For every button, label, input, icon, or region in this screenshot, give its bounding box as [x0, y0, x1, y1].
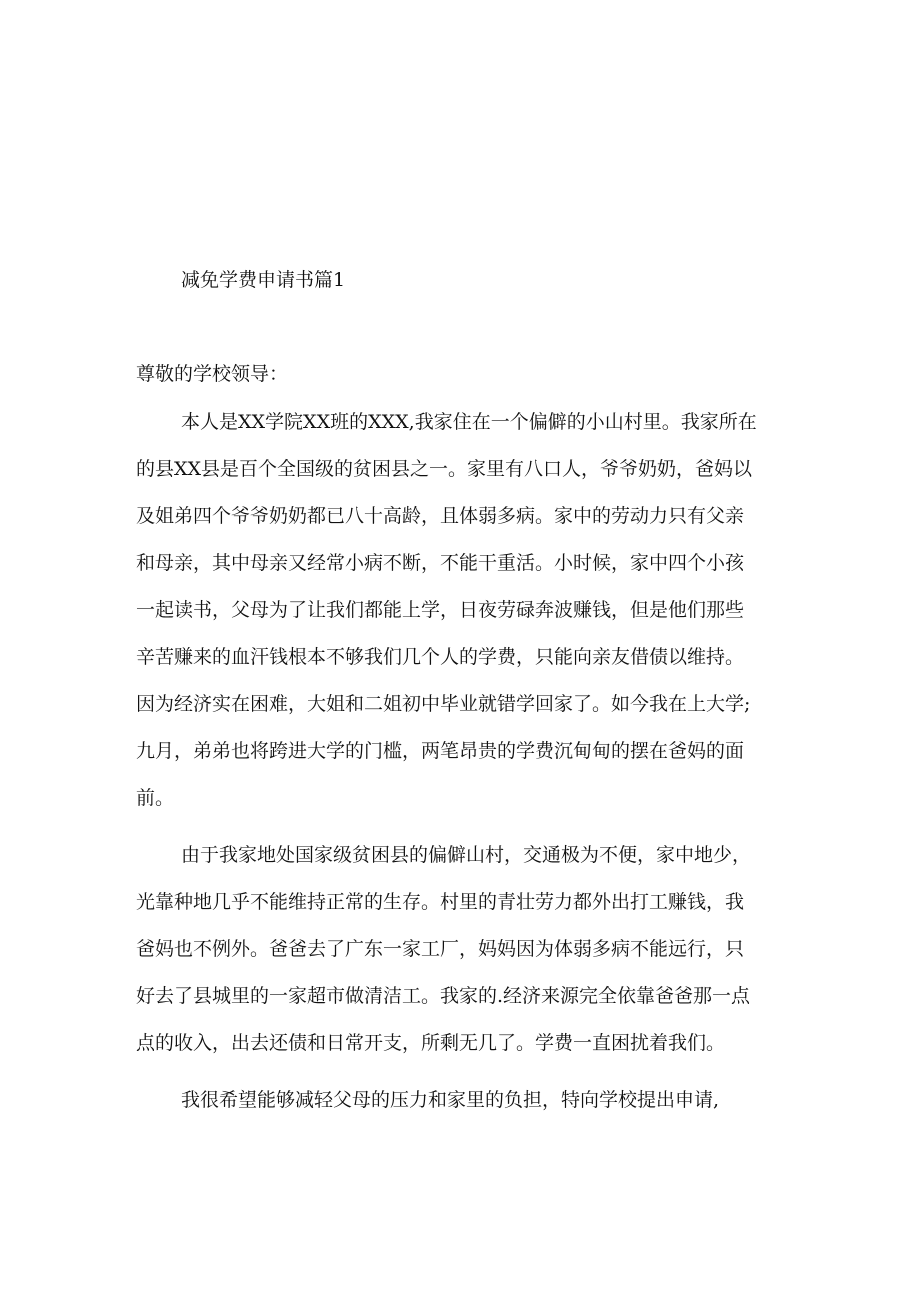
paragraph-line: 的县XX县是百个全国级的贫困县之一。家里有八口人，爷爷奶奶，爸妈以 [136, 458, 753, 480]
paragraph-1 [136, 399, 788, 822]
paragraph-3 [136, 1077, 788, 1124]
paragraph-line: 九月，弟弟也将跨进大学的门槛，两笔昂贵的学费沉甸甸的摆在爸妈的面 [136, 740, 745, 762]
paragraph-line: 光靠种地几乎不能维持正常的生存。村里的青壮劳力都外出打工赚钱，我 [136, 891, 745, 913]
paragraph-line: 因为经济实在困难，大姐和二姐初中毕业就错学回家了。如今我在上大学; [136, 693, 751, 715]
paragraph-line: 及姐弟四个爷爷奶奶都已八十高龄，且体弱多病。家中的劳动力只有父亲 [136, 505, 745, 527]
document-title: 减免学费申请书篇1 [181, 269, 346, 291]
paragraph-line: 和母亲，其中母亲又经常小病不断，不能干重活。小时候，家中四个小孩 [136, 552, 745, 574]
paragraph-line: 辛苦赚来的血汗钱根本不够我们几个人的学费，只能向亲友借债以维持。 [136, 646, 745, 668]
paragraph-line: 好去了县城里的一家超市做清洁工。我家的.经济来源完全依靠爸爸那一点 [136, 985, 751, 1007]
paragraph-line: 由于我家地处国家级贫困县的偏僻山村，交通极为不便，家中地少， [181, 844, 752, 866]
paragraph-line: 点的收入，出去还债和日常开支，所剩无几了。学费一直困扰着我们。 [136, 1032, 726, 1054]
paragraph-line: 爸妈也不例外。爸爸去了广东一家工厂，妈妈因为体弱多病不能远行，只 [136, 938, 745, 960]
paragraph-2 [136, 832, 788, 1067]
paragraph-line: 前。 [136, 787, 175, 809]
salutation: 尊敬的学校领导： [136, 363, 289, 385]
paragraph-line: 我很希望能够减轻父母的压力和家里的负担，特向学校提出申请, [181, 1089, 720, 1111]
paragraph-line: 一起读书，父母为了让我们都能上学，日夜劳碌奔波赚钱，但是他们那些 [136, 599, 745, 621]
paragraph-line: 本人是XX学院XX班的XXX,我家住在一个偏僻的小山村里。我家所在 [181, 411, 757, 433]
